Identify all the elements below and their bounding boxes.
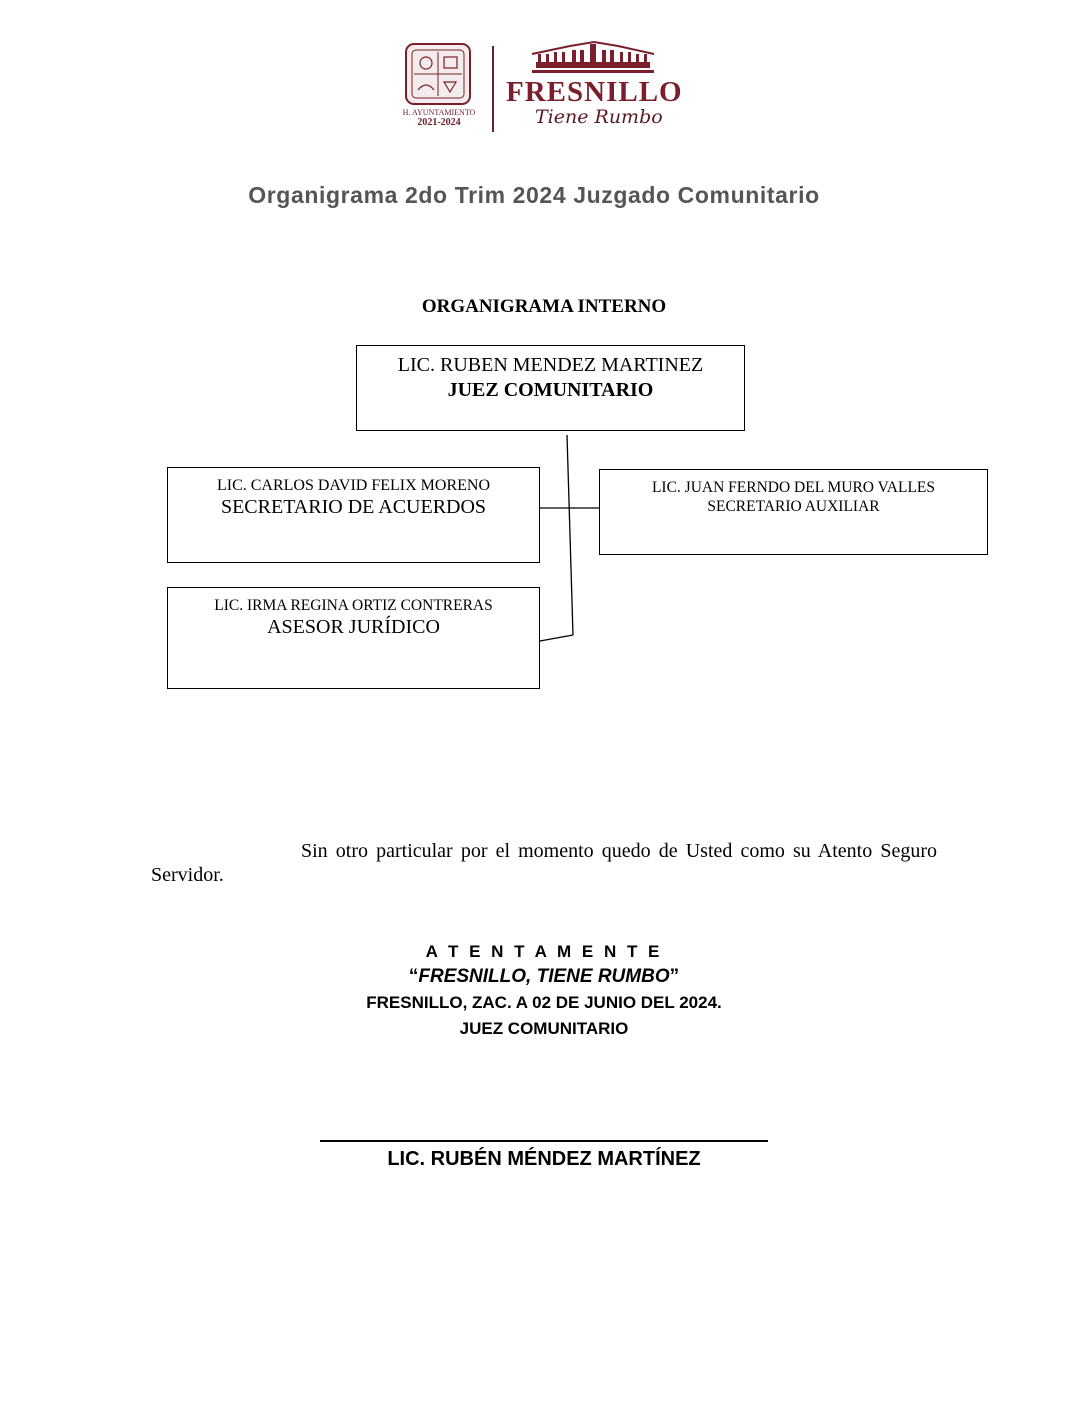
secretary-role: SECRETARIO DE ACUERDOS: [220, 496, 487, 518]
auxiliary-role: SECRETARIO AUXILIAR: [707, 498, 880, 515]
org-box-auxiliary: [599, 469, 988, 555]
closing-paragraph: [151, 839, 937, 887]
secretary-name: LIC. CARLOS DAVID FELIX MORENO: [216, 477, 491, 494]
atentamente-label: A T E N T A M E N T E: [425, 942, 663, 961]
motto-text: FRESNILLO, TIENE RUMBO: [418, 966, 670, 987]
org-chart-heading: ORGANIGRAMA INTERNO: [421, 296, 667, 317]
brand-name: FRESNILLO: [506, 76, 683, 108]
judge-role: JUEZ COMUNITARIO: [447, 379, 654, 401]
org-box-judge: [356, 345, 745, 431]
signer-name: LIC. RUBÉN MÉNDEZ MARTÍNEZ: [387, 1148, 701, 1170]
place-date: FRESNILLO, ZAC. A 02 DE JUNIO DEL 2024.: [366, 993, 722, 1012]
seal-caption: H. AYUNTAMIENTO 2021-2024: [402, 108, 476, 128]
advisor-role: ASESOR JURÍDICO: [267, 616, 440, 638]
closing-text: Sin otro particular por el momento quedo de Usted como su Atento Seguro Servidor.: [151, 840, 937, 886]
city-skyline-icon: [530, 40, 656, 80]
brand-tagline: Tiene Rumbo: [535, 106, 663, 128]
signature-block: [0, 940, 1088, 1042]
advisor-name: LIC. IRMA REGINA ORTIZ CONTRERAS: [214, 597, 493, 614]
judge-name: LIC. RUBEN MENDEZ MARTINEZ: [397, 354, 704, 376]
org-box-secretary: [167, 467, 540, 563]
org-box-advisor: [167, 587, 540, 689]
signer-role: JUEZ COMUNITARIO: [459, 1019, 629, 1038]
municipal-seal-icon: [404, 42, 472, 106]
logo-divider: [492, 46, 494, 132]
motto: “FRESNILLO, TIENE RUMBO”: [408, 966, 680, 987]
document-title: Organigrama 2do Trim 2024 Juzgado Comunitario: [248, 182, 820, 208]
auxiliary-name: LIC. JUAN FERNDO DEL MURO VALLES: [651, 479, 936, 496]
header-logos: [400, 40, 690, 136]
signature-line: [320, 1140, 768, 1142]
